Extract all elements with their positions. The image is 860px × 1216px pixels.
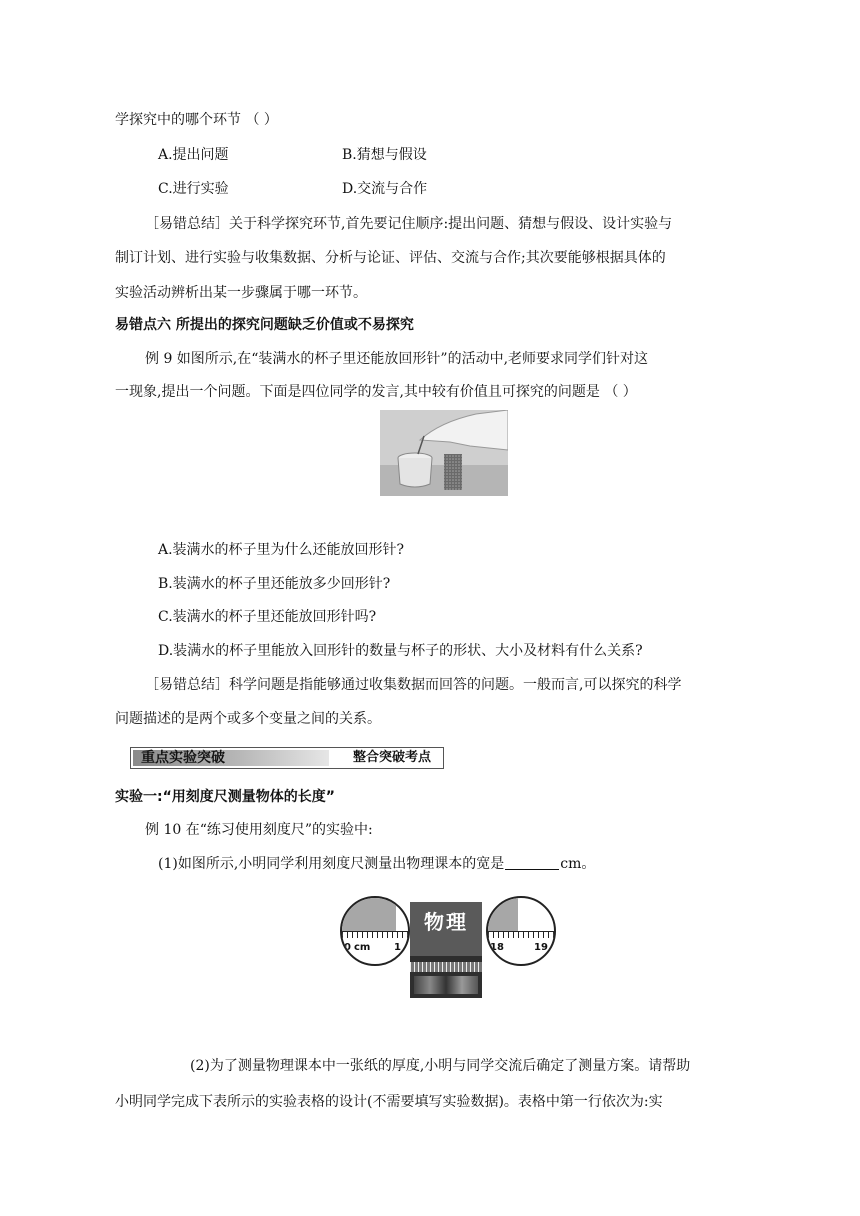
example-line: 例 10 在“练习使用刻度尺”的实验中: (145, 822, 373, 838)
example-line: 一现象,提出一个问题。下面是四位同学的发言,其中较有价值且可探究的问题是 （ ） (115, 384, 637, 400)
banner-title: 重点实验突破 (141, 750, 225, 766)
option-a: A.提出问题 (158, 147, 229, 163)
tick-label: 0 (344, 942, 351, 953)
tick-label: 19 (534, 942, 548, 953)
answer-blank[interactable] (505, 855, 559, 870)
tick-label: cm (354, 942, 371, 953)
question-unit: cm。 (560, 856, 596, 872)
question-line (158, 854, 595, 874)
tick-label: 1 (394, 942, 401, 953)
question-line: 小明同学完成下表所示的实验表格的设计(不需要填写实验数据)。表格中第一行依次为:实 (115, 1094, 663, 1110)
question-text: (1)如图所示,小明同学利用刻度尺测量出物理课本的宽是 (158, 856, 505, 872)
ruler-strip (410, 962, 482, 972)
experiment-heading: 实验一:“用刻度尺测量物体的长度” (115, 789, 336, 805)
option-d: D.交流与合作 (342, 181, 428, 197)
section-banner (130, 747, 444, 769)
left-magnifier (340, 896, 410, 966)
option-b: B.装满水的杯子里还能放多少回形针? (158, 576, 391, 592)
banner-subtitle: 整合突破考点 (352, 750, 431, 765)
question-tail: 学探究中的哪个环节 （ ） (115, 112, 278, 128)
summary-line: 问题描述的是两个或多个变量之间的关系。 (115, 711, 381, 727)
right-magnifier (486, 896, 556, 966)
option-c: C.进行实验 (158, 181, 229, 197)
question-line: (2)为了测量物理课本中一张纸的厚度,小明与同学交流后确定了测量方案。请帮助 (190, 1058, 691, 1074)
summary-line: ［易错总结］科学问题是指能够通过收集数据而回答的问题。一般而言,可以探究的科学 (145, 677, 682, 693)
ruler-measurement-figure (340, 890, 560, 1010)
summary-line: 实验活动辨析出某一步骤属于哪一环节。 (115, 285, 367, 301)
book-title: 物理 (424, 910, 468, 934)
section-heading: 易错点六 所提出的探究问题缺乏价值或不易探究 (115, 317, 414, 333)
option-b: B.猜想与假设 (342, 147, 427, 163)
cup-with-paperclips-photo (380, 410, 508, 496)
option-a: A.装满水的杯子里为什么还能放回形针? (158, 542, 405, 558)
physics-textbook (410, 902, 482, 998)
option-d: D.装满水的杯子里能放入回形针的数量与杯子的形状、大小及材料有什么关系? (158, 643, 643, 659)
summary-line: 制订计划、进行实验与收集数据、分析与论证、评估、交流与合作;其次要能够根据具体的 (115, 250, 666, 266)
summary-line: ［易错总结］关于科学探究环节,首先要记住顺序:提出问题、猜想与假设、设计实验与 (145, 216, 673, 232)
tick-label: 18 (490, 942, 504, 953)
example-line: 例 9 如图所示,在“装满水的杯子里还能放回形针”的活动中,老师要求同学们针对这 (145, 351, 649, 367)
option-c: C.装满水的杯子里还能放回形针吗? (158, 609, 377, 625)
